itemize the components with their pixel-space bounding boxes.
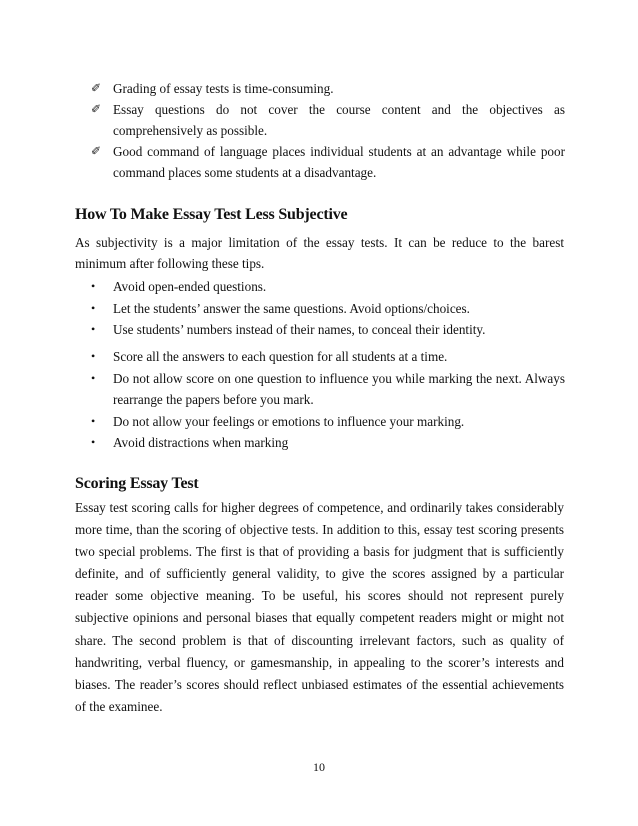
bullet-icon: • (91, 413, 96, 428)
list-item-text: Do not allow your feelings or emotions to influence your marking. (113, 413, 465, 429)
bullet-icon: • (91, 435, 96, 449)
list-item (91, 276, 565, 298)
list-item (91, 298, 565, 320)
bullet-list (91, 346, 565, 454)
list-item (91, 346, 565, 368)
list-item-text: Avoid open-ended questions. (113, 279, 267, 294)
paragraph: As subjectivity is a major limitation of the essay tests. It can be reduce to the barest minimum after following these tips. (75, 235, 564, 272)
bullet-icon: • (91, 322, 96, 336)
list-item-text: Let the students’ answer the same questions. Avoid options/choices. (113, 300, 470, 316)
page-number: 10 (313, 760, 325, 774)
list-item (91, 141, 565, 183)
list-item (91, 99, 565, 141)
list-item-text: Good command of language places individual students at an advantage while poor command places some students at a disadvantage. (113, 144, 565, 180)
pencil-icon: ✐ (91, 81, 102, 95)
paragraph: Essay test scoring calls for higher degrees of competence, and ordinarily takes considerably more time, than the scoring of objective tests. In addition to this, essay test scoring presents two special problems. The first is that of providing a basis for judgment that is sufficiently definite, and of sufficiently general validity, to give the scores assigned by a particular reader some objective meaning. To be useful, his scores should not represent purely subjective opinions and personal biases that equally competent readers might or might not share. The second problem is that of discounting irrelevant factors, such as quality of handwriting, verbal fluency, or gamesmanship, in appealing to the scorer’s interests and biases. The reader’s scores should reflect unbiased estimates of the essential achievements of the examinee. (75, 500, 564, 714)
bullet-icon: • (91, 300, 96, 315)
list-item-text: Score all the answers to each question for all students at a time. (113, 349, 448, 364)
list-item-text: Essay questions do not cover the course content and the objectives as comprehensively as possible. (113, 102, 565, 138)
pencil-icon: ✐ (91, 144, 102, 158)
section-heading: Scoring Essay Test (75, 475, 199, 492)
list-item-text: Grading of essay tests is time-consuming. (113, 81, 334, 96)
list-item-text: Avoid distractions when marking (113, 435, 289, 450)
list-item-text: Do not allow score on one question to influence you while marking the next. Always rearrange the papers before you mark. (113, 370, 565, 407)
list-item (91, 319, 565, 341)
bullet-icon: • (91, 349, 96, 363)
bullet-list (91, 276, 565, 341)
bullet-icon: • (91, 279, 96, 293)
bullet-icon: • (91, 370, 96, 385)
list-item-text: Use students’ numbers instead of their names, to conceal their identity. (113, 322, 486, 337)
list-item (91, 78, 565, 99)
list-item (91, 411, 565, 433)
section-heading: How To Make Essay Test Less Subjective (75, 206, 348, 223)
pencil-icon: ✐ (91, 102, 102, 116)
list-item (91, 368, 565, 411)
pen-list (91, 78, 565, 183)
list-item (91, 432, 565, 454)
